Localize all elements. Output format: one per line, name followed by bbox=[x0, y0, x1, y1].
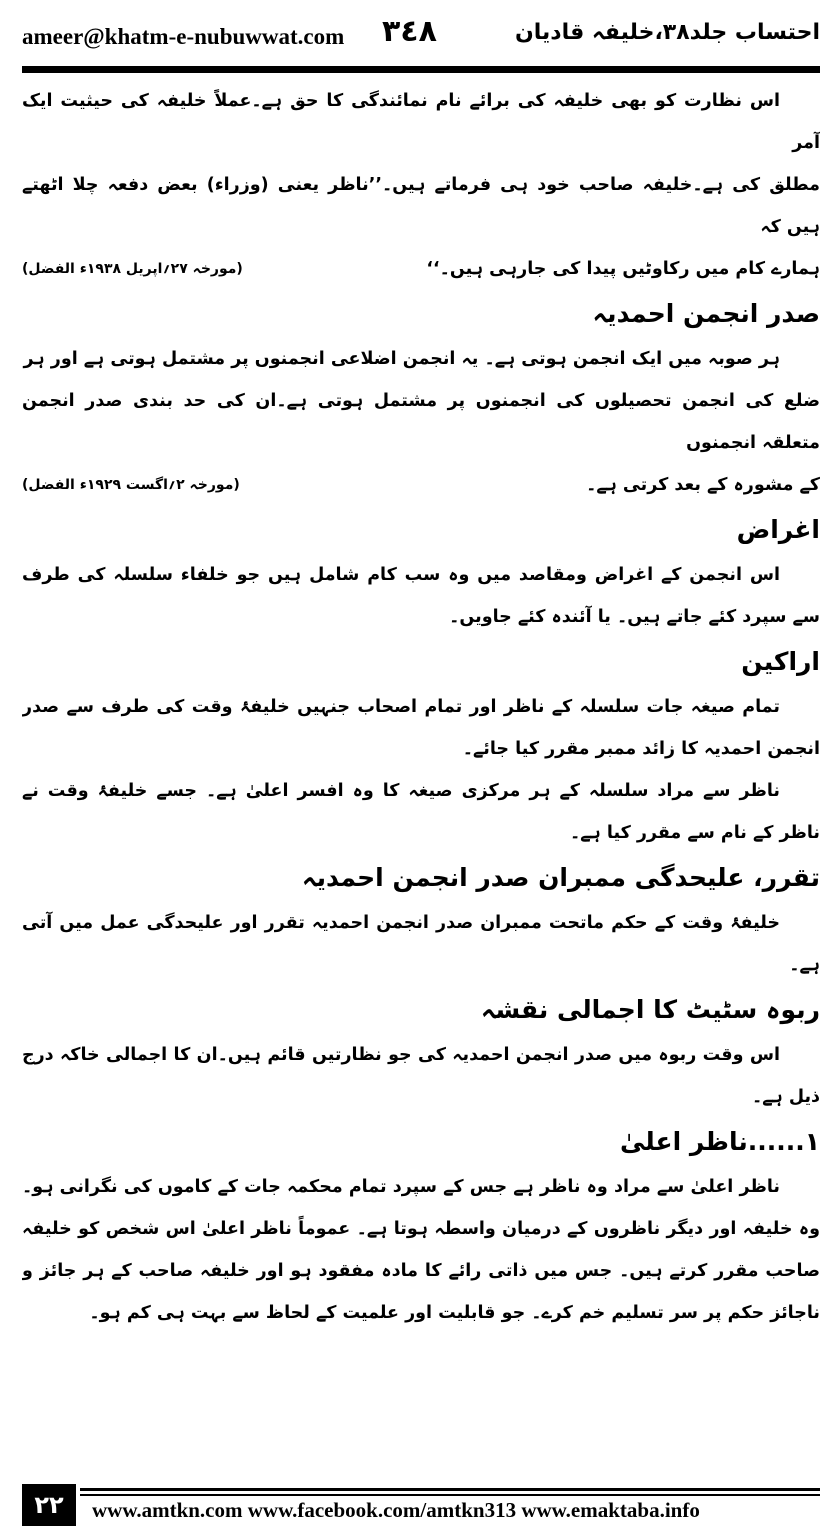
footer-rule-top bbox=[80, 1488, 820, 1491]
page-footer bbox=[22, 1484, 820, 1530]
heading-taqarrur: تقرر، علیحدگی ممبران صدر انجمن احمدیہ bbox=[301, 863, 820, 892]
heading-rabwah-state: ربوہ سٹیٹ کا اجمالی نقشہ bbox=[480, 995, 820, 1024]
paragraph-2-text-end: کے مشورہ کے بعد کرتی ہے۔ bbox=[586, 475, 820, 495]
reference-note-2: (مورخہ ۲؍اگست ۱۹۲۹ء الفضل) bbox=[22, 477, 240, 493]
header-book-title: احتساب جلد۳۸،خلیفہ قادیان bbox=[514, 20, 820, 45]
paragraph-1-line-3 bbox=[22, 248, 820, 290]
footer-rule-bottom bbox=[80, 1494, 820, 1496]
paragraph-1-line-1: اس نظارت کو بھی خلیفہ کی برائے نام نمائندگی کا حق ہے۔عملاً خلیفہ کی حیثیت ایک آمر bbox=[22, 91, 820, 153]
paragraph-2-line-1: ہر صوبہ میں ایک انجمن ہوتی ہے۔ یہ انجمن اضلاعی انجمنوں پر مشتمل ہوتی ہے اور ہر bbox=[23, 349, 780, 369]
heading-nazir-ala: ۱......ناظر اعلیٰ bbox=[620, 1127, 820, 1156]
paragraph-5: ناظر سے مراد سلسلہ کے ہر مرکزی صیغہ کا وہ افسر اعلیٰ ہے۔ جسے خلیفۂ وقت نے ناظر کے نام سے مقرر کیا ہے۔ bbox=[22, 781, 820, 843]
heading-sadr-anjuman: صدر انجمن احمدیہ bbox=[592, 299, 820, 328]
paragraph-2-line-3 bbox=[22, 464, 820, 506]
header-email: ameer@khatm-e-nubuwwat.com bbox=[22, 24, 345, 49]
heading-arakeen: اراکین bbox=[741, 647, 820, 676]
paragraph-2-line-2: ضلع کی انجمن تحصیلوں کی انجمنوں پر مشتمل ہوتی ہے۔ان کی حد بندی صدر انجمن متعلقہ انجمنوں bbox=[22, 391, 820, 453]
footer-page-number: ۲۲ bbox=[22, 1484, 76, 1526]
paragraph-1-line-2: مطلق کی ہے۔خلیفہ صاحب خود ہی فرماتے ہیں۔’’ناظر یعنی (وزراء) بعض دفعہ چلا اٹھتے ہیں کہ bbox=[22, 175, 820, 237]
paragraph-7: اس وقت ربوہ میں صدر انجمن احمدیہ کی جو نظارتیں قائم ہیں۔ان کا اجمالی خاکہ درج ذیل ہے۔ bbox=[22, 1045, 820, 1107]
heading-aghraz: اغراض bbox=[736, 515, 820, 544]
paragraph-6: خلیفۂ وقت کے حکم ماتحت ممبران صدر انجمن احمدیہ تقرر اور علیحدگی عمل میں آتی ہے۔ bbox=[22, 913, 820, 975]
paragraph-3: اس انجمن کے اغراض ومقاصد میں وہ سب کام شامل ہیں جو خلفاء سلسلہ کی طرف سے سپرد کئے جاتے ہیں۔ یا آئندہ کئے جاویں۔ bbox=[22, 565, 820, 627]
footer-website-links: www.amtkn.com www.facebook.com/amtkn313 www.emaktaba.info bbox=[92, 1498, 700, 1522]
paragraph-4: تمام صیغہ جات سلسلہ کے ناظر اور تمام اصحاب جنہیں خلیفۂ وقت کی طرف سے صدر انجمن احمدیہ کا زائد ممبر مقرر کیا جائے۔ bbox=[22, 697, 820, 759]
paragraph-1-text-end: ہمارے کام میں رکاوٹیں پیدا کی جارہی ہیں۔‘‘ bbox=[426, 259, 820, 279]
paragraph-8: ناظر اعلیٰ سے مراد وہ ناظر ہے جس کے سپرد تمام محکمہ جات کے کاموں کی نگرانی ہو۔ وہ خلیفہ اور دیگر ناظروں کے درمیان واسطہ ہوتا ہے۔ عموماً ناظر اعلیٰ اس شخص کو خلیفہ صاحب مقرر کرتے ہیں۔ جس میں ذاتی رائے کا مادہ مفقود ہو اور خلیفہ صاحب کے ہر جائز و ناجائز حکم پر سر تسلیم خم کرے۔ جو قابلیت اور علمیت کے لحاظ سے بہت ہی کم ہو۔ bbox=[22, 1177, 820, 1323]
page-body bbox=[22, 80, 820, 1450]
page-header bbox=[22, 10, 820, 66]
reference-note-1: (مورخہ ۲۷؍اپریل ۱۹۳۸ء الفضل) bbox=[22, 261, 243, 277]
header-page-number: ٣٤٨ bbox=[382, 14, 437, 49]
header-rule bbox=[22, 66, 820, 73]
